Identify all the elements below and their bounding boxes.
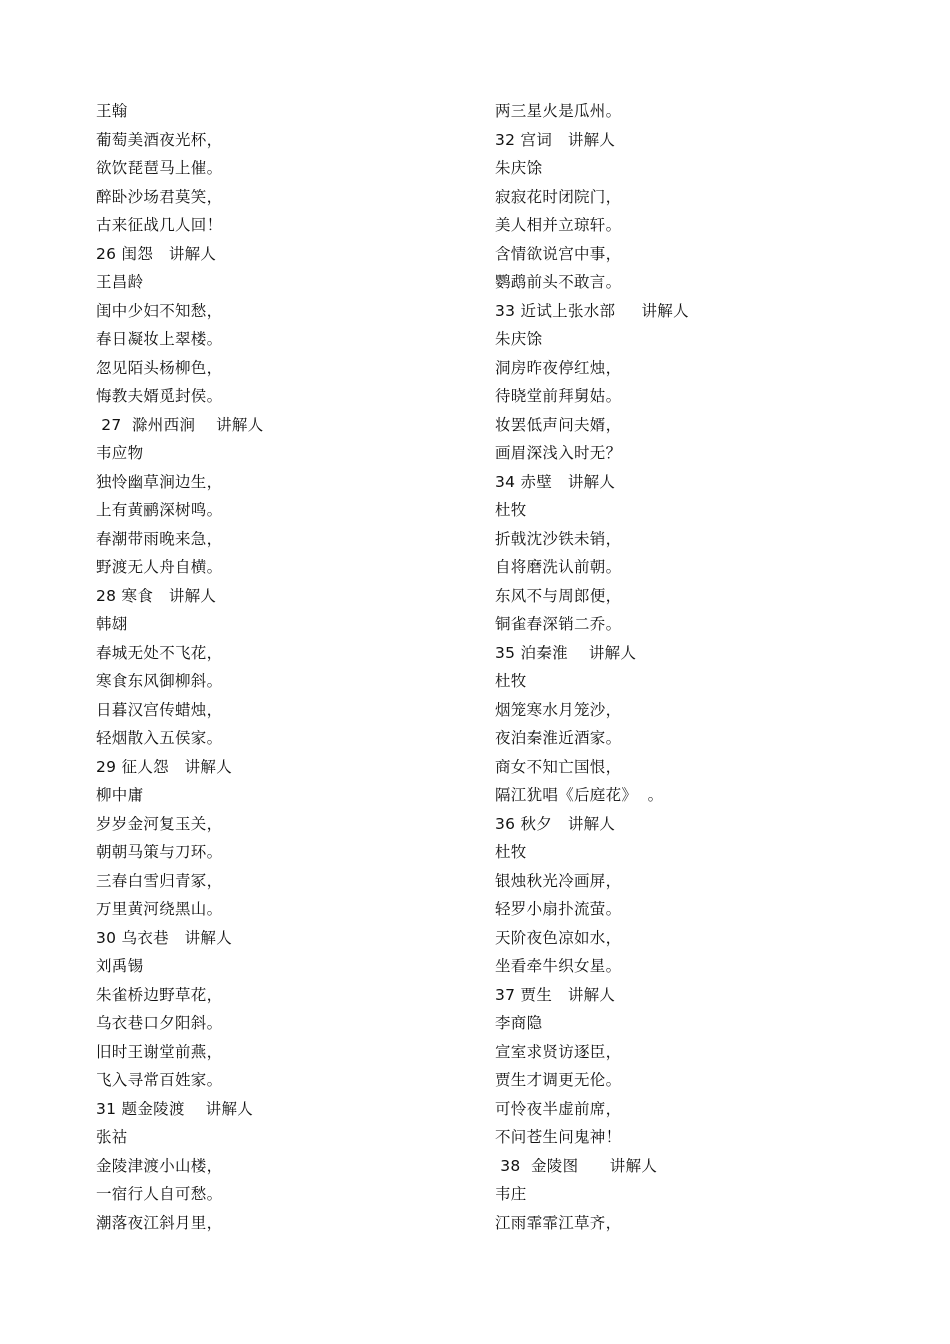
right-column: [495, 97, 895, 1237]
text-line: 轻烟散入五侯家。: [96, 729, 223, 747]
text-line: 轻罗小扇扑流萤。: [495, 900, 622, 918]
text-line: 杜牧: [495, 672, 527, 690]
text-line: 独怜幽草涧边生，: [96, 472, 223, 491]
text-line: 30 乌衣巷 讲解人: [96, 928, 233, 947]
text-line: 旧时王谢堂前燕，: [96, 1042, 223, 1061]
text-line: 飞入寻常百姓家。: [96, 1071, 223, 1089]
text-line: 春城无处不飞花，: [96, 643, 223, 662]
text-line: 东风不与周郎便，: [495, 586, 622, 605]
text-line: 江雨霏霏江草齐，: [495, 1213, 622, 1232]
text-line: 李商隐: [495, 1014, 543, 1032]
text-line: 32 宫词 讲解人: [495, 130, 616, 149]
text-line: 夜泊秦淮近酒家。: [495, 729, 622, 747]
text-line: 朝朝马策与刀环。: [96, 843, 223, 861]
text-line: 36 秋夕 讲解人: [495, 814, 616, 833]
text-line: 忽见陌头杨柳色，: [96, 358, 223, 377]
text-line: 坐看牵牛织女星。: [495, 957, 622, 975]
text-line: 35 泊秦淮 讲解人: [495, 643, 637, 662]
text-line: 贾生才调更无伦。: [495, 1071, 622, 1089]
left-column: [96, 97, 496, 1237]
text-line: 33 近试上张水部 讲解人: [495, 301, 689, 320]
text-line: 37 贾生 讲解人: [495, 985, 616, 1004]
text-line: 可怜夜半虚前席，: [495, 1099, 622, 1118]
text-line: 不问苍生问鬼神！: [495, 1128, 622, 1146]
text-line: 王翰: [96, 102, 128, 120]
text-line: 28 寒食 讲解人: [96, 586, 217, 605]
text-line: 两三星火是瓜州。: [495, 102, 622, 120]
text-line: 26 闺怨 讲解人: [96, 244, 217, 263]
text-line: 鹦鹉前头不敢言。: [495, 273, 622, 291]
text-line: 美人相并立琼轩。: [495, 216, 622, 234]
text-line: 妆罢低声问夫婿，: [495, 415, 622, 434]
text-line: 闺中少妇不知愁，: [96, 301, 223, 320]
text-line: 画眉深浅入时无？: [495, 444, 622, 462]
text-line: 洞房昨夜停红烛，: [495, 358, 622, 377]
text-line: 烟笼寒水月笼沙，: [495, 700, 622, 719]
text-line: 醉卧沙场君莫笑，: [96, 187, 223, 206]
text-line: 潮落夜江斜月里，: [96, 1213, 223, 1232]
text-line: 野渡无人舟自横。: [96, 558, 223, 576]
text-line: 金陵津渡小山楼，: [96, 1156, 223, 1175]
text-line: 上有黄鹂深树鸣。: [96, 501, 223, 519]
text-line: 27 滁州西涧 讲解人: [96, 415, 264, 434]
text-line: 杜牧: [495, 843, 527, 861]
text-line: 欲饮琵琶马上催。: [96, 159, 223, 177]
text-line: 韦庄: [495, 1185, 527, 1203]
text-line: 38 金陵图 讲解人: [495, 1156, 658, 1175]
text-line: 韩翃: [96, 615, 128, 633]
text-line: 朱雀桥边野草花，: [96, 985, 223, 1004]
text-line: 含情欲说宫中事，: [495, 244, 622, 263]
text-line: 悔教夫婿觅封侯。: [96, 387, 223, 405]
text-line: 朱庆馀: [495, 159, 543, 177]
text-line: 待晓堂前拜舅姑。: [495, 387, 622, 405]
text-line: 张祜: [96, 1128, 128, 1146]
text-line: 乌衣巷口夕阳斜。: [96, 1014, 223, 1032]
text-line: 寒食东风御柳斜。: [96, 672, 223, 690]
text-line: 一宿行人自可愁。: [96, 1185, 223, 1203]
text-line: 三春白雪归青冢，: [96, 871, 223, 890]
text-line: 刘禹锡: [96, 957, 144, 975]
text-line: 岁岁金河复玉关，: [96, 814, 223, 833]
text-line: 王昌龄: [96, 273, 144, 291]
text-line: 铜雀春深销二乔。: [495, 615, 622, 633]
text-line: 杜牧: [495, 501, 527, 519]
text-line: 柳中庸: [96, 786, 144, 804]
text-line: 朱庆馀: [495, 330, 543, 348]
text-line: 34 赤壁 讲解人: [495, 472, 616, 491]
text-line: 29 征人怨 讲解人: [96, 757, 233, 776]
text-line: 隔江犹唱《后庭花》 。: [495, 786, 664, 804]
text-line: 宣室求贤访逐臣，: [495, 1042, 622, 1061]
text-line: 银烛秋光冷画屏，: [495, 871, 622, 890]
text-line: 葡萄美酒夜光杯，: [96, 130, 223, 149]
text-line: 万里黄河绕黑山。: [96, 900, 223, 918]
text-line: 自将磨洗认前朝。: [495, 558, 622, 576]
text-line: 折戟沈沙铁未销，: [495, 529, 622, 548]
text-line: 春日凝妆上翠楼。: [96, 330, 223, 348]
text-line: 日暮汉宫传蜡烛，: [96, 700, 223, 719]
text-line: 商女不知亡国恨，: [495, 757, 622, 776]
text-line: 韦应物: [96, 444, 144, 462]
text-line: 春潮带雨晚来急，: [96, 529, 223, 548]
text-line: 31 题金陵渡 讲解人: [96, 1099, 254, 1118]
text-line: 天阶夜色凉如水，: [495, 928, 622, 947]
text-line: 寂寂花时闭院门，: [495, 187, 622, 206]
text-line: 古来征战几人回！: [96, 216, 223, 234]
